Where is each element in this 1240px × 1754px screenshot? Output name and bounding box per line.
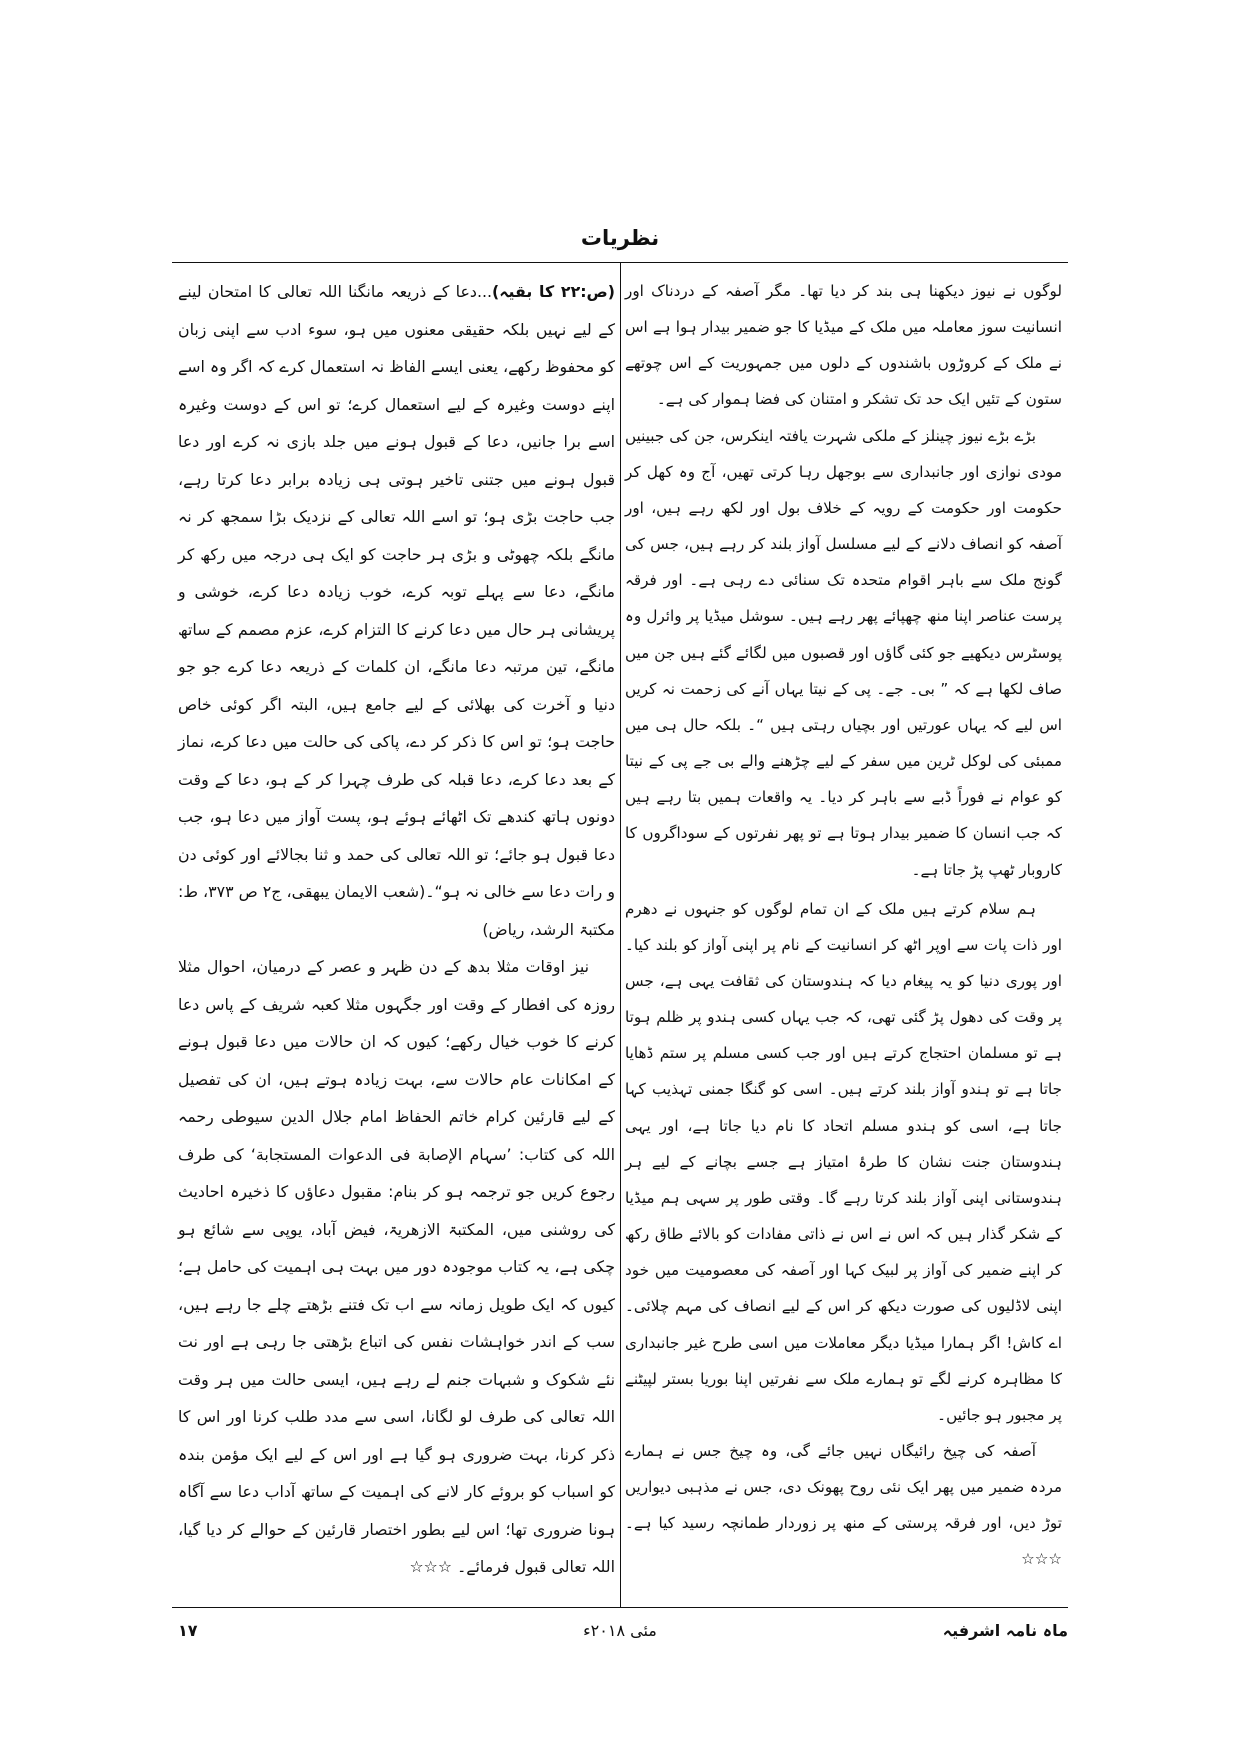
right-paragraph-1: لوگوں نے نیوز دیکھنا ہی بند کر دیا تھا۔ مگر آصفہ کے دردناک اور انسانیت سوز معاملہ میں ملک کے میڈیا کا جو ضمیر بیدار ہوا ہے اس نے ملک کے کروڑوں باشندوں کے دلوں میں جمہوریت کے اس چوتھے ستون کے تئیں ایک حد تک تشکر و امتنان کی فضا ہموار کی ہے۔ <box>625 282 1062 409</box>
footer-rule <box>172 1607 1068 1608</box>
right-paragraph-4: آصفہ کی چیخ رائیگاں نہیں جائے گی، وہ چیخ جس نے ہمارے مردہ ضمیر میں پھر ایک نئی روح پھونک دی، جس نے مذہبی دیواریں توڑ دیں، اور فرقہ پرستی کے منھ پر زوردار طمانچہ رسید کیا ہے۔ ☆☆☆ <box>625 1442 1062 1569</box>
left-paragraph-1 <box>178 273 615 948</box>
page-number: ۱۷ <box>178 1621 198 1640</box>
column-divider <box>620 262 621 1607</box>
right-paragraph-2: بڑے بڑے نیوز چینلز کے ملکی شہرت یافتہ اینکرس، جن کی جبینیں مودی نوازی اور جانبداری سے بوجھل رہا کرتی تھیں، آج وہ کھل کر حکومت اور حکومت کے رویہ کے خلاف بول اور لکھ رہے ہیں، اور آصفہ کو انصاف دلانے کے لیے مسلسل آواز بلند کر رہے ہیں، جس کی گونج ملک سے باہر اقوام متحدہ تک سنائی دے رہی ہے۔ اور فرقہ پرست عناصر اپنا منھ چھپائے پھر رہے ہیں۔ سوشل میڈیا پر وائرل وہ پوسٹرس دیکھیے جو کئی گاؤں اور قصبوں میں لگائے گئے ہیں جن میں صاف لکھا ہے کہ ” بی۔ جے۔ پی کے نیتا یہاں آنے کی زحمت نہ کریں اس لیے کہ یہاں عورتیں اور بچیاں رہتی ہیں “۔ بلکہ حال ہی میں ممبئی کی لوکل ٹرین میں سفر کے لیے چڑھنے والے بی جے پی کے نیتا کو عوام نے فوراً ڈبے سے باہر کر دیا۔ یہ واقعات ہمیں بتا رہے ہیں کہ جب انسان کا ضمیر بیدار ہوتا ہے تو پھر نفرتوں کے سوداگروں کا کاروبار ٹھپ پڑ جاتا ہے۔ <box>625 426 1062 879</box>
issue-date: مئی ۲۰۱۸ء <box>583 1621 657 1640</box>
left-column <box>178 273 615 1586</box>
page-title: نظریات <box>580 226 660 250</box>
left-paragraph-2: نیز اوقات مثلا بدھ کے دن ظہر و عصر کے درمیان، احوال مثلا روزہ کی افطار کے وقت اور جگہوں مثلا کعبہ شریف کے پاس دعا کرنے کا خوب خیال رکھے؛ کیوں کہ ان حالات میں دعا قبول ہونے کے امکانات عام حالات سے، بہت زیادہ ہوتے ہیں، ان کی تفصیل کے لیے قارئین کرام خاتم الحفاظ امام جلال الدین سیوطی رحمہ اللہ کی کتاب: ’سہام الإصابة فی الدعوات المستجابة‘ کی طرف رجوع کریں جو ترجمہ ہو کر بنام: مقبول دعاؤں کا ذخیرہ احادیث کی روشنی میں، المکتبۃ الازھریۃ، فیض آباد، یوپی سے شائع ہو چکی ہے، یہ کتاب موجودہ دور میں بہت ہی اہمیت کی حامل ہے؛ کیوں کہ ایک طویل زمانہ سے اب تک فتنے بڑھتے چلے جا رہے ہیں، سب کے اندر خواہشات نفس کی اتباع بڑھتی جا رہی ہے اور نت نئے شکوک و شبہات جنم لے رہے ہیں، ایسی حالت میں ہر وقت اللہ تعالی کی طرف لو لگانا، اسی سے مدد طلب کرنا اور اس کا ذکر کرنا، بہت ضروری ہو گیا ہے اور اس کے لیے ایک مؤمن بندہ کو اسباب کو بروئے کار لانے کی اہمیت کے ساتھ آداب دعا سے آگاہ ہونا ضروری تھا؛ اس لیے بطور اختصار قارئین کے حوالے کر دیا گیا، اللہ تعالی قبول فرمائے۔ ☆☆☆ <box>178 957 615 1576</box>
magazine-name: ماہ نامہ اشرفیہ <box>942 1621 1068 1640</box>
right-column <box>625 273 1062 1578</box>
continuation-marker: (ص:۲۲ کا بقیہ) <box>492 282 616 301</box>
left-paragraph-1-text: ...دعا کے ذریعہ مانگنا اللہ تعالی کا امتحان لینے کے لیے نہیں بلکہ حقیقی معنوں میں ہو، سوء ادب سے اپنی زبان کو محفوظ رکھے، یعنی ایسے الفاظ نہ استعمال کرے کہ اگر وہ اسے اپنے دوست وغیرہ کے لیے استعمال کرے؛ تو اس کے دوست وغیرہ اسے برا جانیں، دعا کے قبول ہونے میں جلد بازی نہ کرے اور دعا قبول ہونے میں جتنی تاخیر ہوتی ہی زیادہ برابر دعا کرتا رہے، جب حاجت بڑی ہو؛ تو اسے اللہ تعالی کے نزدیک بڑا سمجھ کر نہ مانگے بلکہ چھوٹی و بڑی ہر حاجت کو ایک ہی درجہ میں رکھ کر مانگے، دعا سے پہلے توبہ کرے، خوب زیادہ دعا کرے، خوشی و پریشانی ہر حال میں دعا کرنے کا التزام کرے، عزم مصمم کے ساتھ مانگے، تین مرتبہ دعا مانگے، ان کلمات کے ذریعہ دعا کرے جو جو دنیا و آخرت کی بھلائی کے لیے جامع ہیں، البتہ اگر کوئی خاص حاجت ہو؛ تو اس کا ذکر کر دے، پاکی کی حالت میں دعا کرے، نماز کے بعد دعا کرے، دعا قبلہ کی طرف چہرا کر کے ہو، دعا کے وقت دونوں ہاتھ کندھے تک اٹھائے ہوئے ہو، پست آواز میں دعا ہو، جب دعا قبول ہو جائے؛ تو اللہ تعالی کی حمد و ثنا بجالائے اور کوئی دن و رات دعا سے خالی نہ ہو“۔(شعب الایمان یبھقی، ج۲ ص ۳۷۳، ط: مکتبۃ الرشد، ریاض) <box>178 282 615 939</box>
right-paragraph-3: ہم سلام کرتے ہیں ملک کے ان تمام لوگوں کو جنہوں نے دھرم اور ذات پات سے اوپر اٹھ کر انسانیت کے نام پر اپنی آواز کو بلند کیا۔ اور پوری دنیا کو یہ پیغام دیا کہ ہندوستان کی ثقافت یہی ہے، جس پر وقت کی دھول پڑ گئی تھی، کہ جب یہاں کسی ہندو پر ظلم ہوتا ہے تو مسلمان احتجاج کرتے ہیں اور جب کسی مسلم پر ستم ڈھایا جاتا ہے تو ہندو آواز بلند کرتے ہیں۔ اسی کو گنگا جمنی تہذیب کہا جاتا ہے، اسی کو ہندو مسلم اتحاد کا نام دیا جاتا ہے، اور یہی ہندوستان جنت نشان کا طرۂ امتیاز ہے جسے بچانے کے لیے ہر ہندوستانی اپنی آواز بلند کرتا رہے گا۔ وقتی طور پر سہی ہم میڈیا کے شکر گذار ہیں کہ اس نے اس نے ذاتی مفادات کو بالائے طاق رکھ کر اپنے ضمیر کی آواز پر لبیک کہا اور آصفہ کی معصومیت میں خود اپنی لاڈلیوں کی صورت دیکھ کر اس کے لیے انصاف کی مہم چلائی۔ اے کاش! اگر ہمارا میڈیا دیگر معاملات میں اسی طرح غیر جانبداری کا مظاہرہ کرنے لگے تو ہمارے ملک سے نفرتیں اپنا بوریا بستر لپیٹنے پر مجبور ہو جائیں۔ <box>625 899 1062 1424</box>
